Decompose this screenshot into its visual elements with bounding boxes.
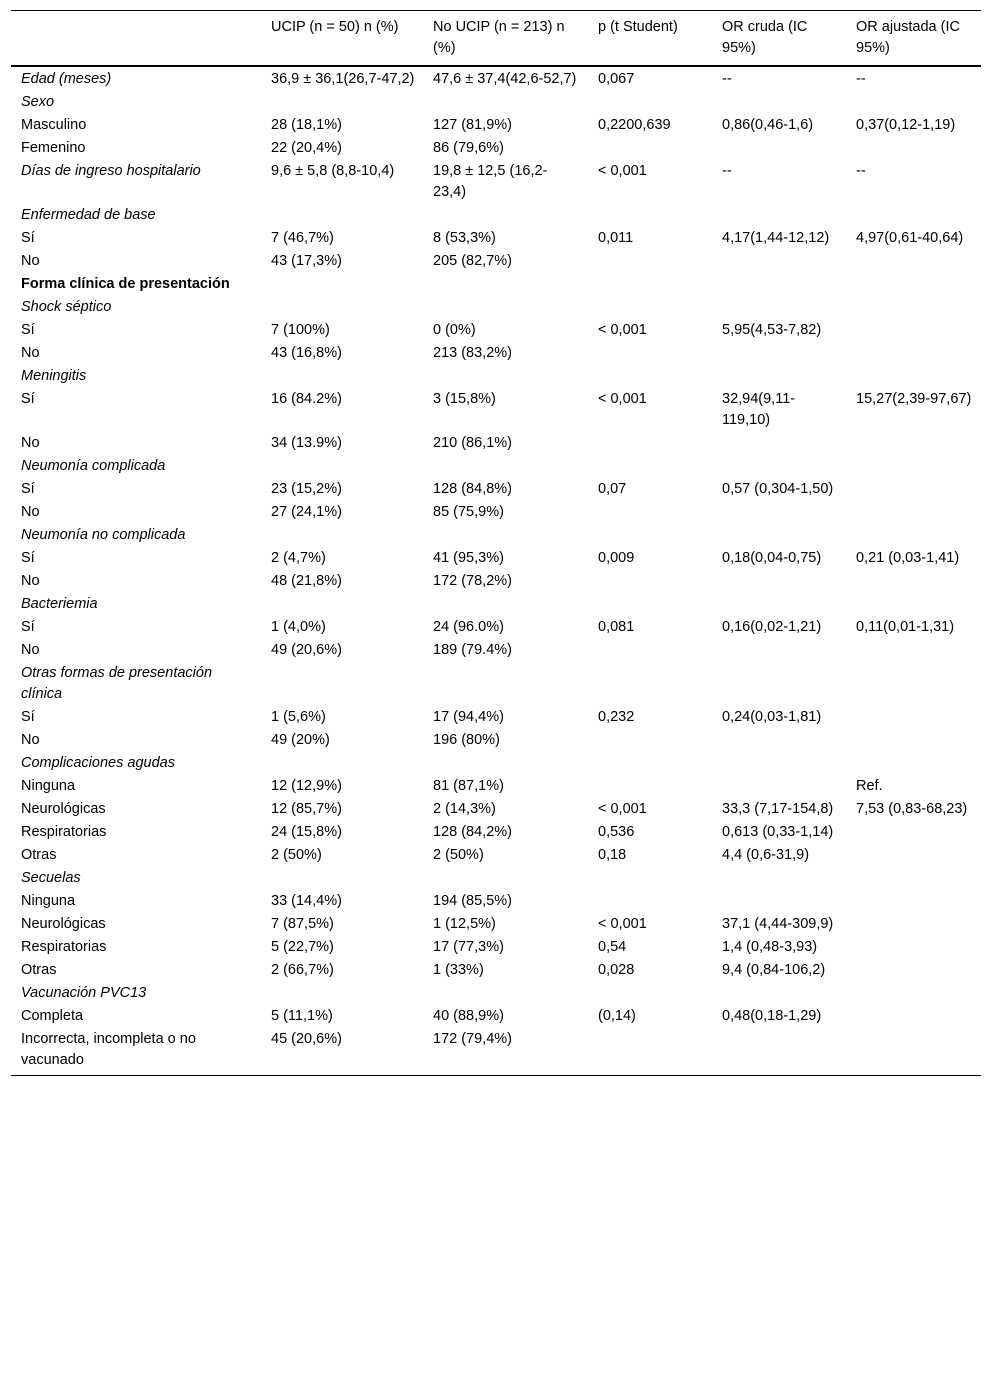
cell-or-crude: 0,18(0,04-0,75) [722,550,822,566]
cell-variable: Otras [21,847,57,863]
table-row [11,936,981,959]
cell-p-value [588,982,712,1005]
table-row [11,913,981,936]
cell-variable: Meningitis [21,368,87,384]
cell-variable: No [21,642,40,658]
cell-ucip: 36,9 ± 36,1(26,7-47,2) [271,71,415,87]
cell-p-value [588,204,712,227]
cell-or-crude: -- [722,163,732,179]
cell-no-ucip: 47,6 ± 37,4(42,6-52,7) [433,71,577,87]
cell-variable: Neurológicas [21,916,106,932]
cell-p-value: 0,18 [598,847,627,863]
cell-or-crude [712,729,846,752]
cell-p-value: 0,067 [598,71,635,87]
table-row [11,250,981,273]
cell-or-adjusted [846,204,981,227]
cell-or-adjusted [846,913,981,936]
cell-or-crude [712,455,846,478]
cell-variable: No [21,732,40,748]
cell-p-value: 0,232 [598,709,635,725]
cell-ucip: 2 (4,7%) [271,550,326,566]
cell-or-crude [712,250,846,273]
table-row [11,273,981,296]
cell-no-ucip: 213 (83,2%) [433,345,512,361]
cell-variable: No [21,504,40,520]
cell-ucip [261,593,423,616]
cell-ucip: 33 (14,4%) [271,893,342,909]
cell-or-adjusted [846,250,981,273]
cell-variable: Complicaciones agudas [21,755,175,771]
table-row [11,706,981,729]
cell-ucip [261,455,423,478]
cell-ucip: 24 (15,8%) [271,824,342,840]
cell-p-value [588,775,712,798]
cell-or-adjusted [846,752,981,775]
cell-variable: No [21,253,40,269]
cell-ucip [261,752,423,775]
cell-no-ucip: 24 (96.0%) [433,619,504,635]
cell-variable: Secuelas [21,870,81,886]
cell-or-crude [712,365,846,388]
cell-variable: Otras [21,962,57,978]
cell-p-value [588,273,712,296]
table-row [11,616,981,639]
cell-or-crude [712,296,846,319]
cell-or-crude [712,639,846,662]
cell-or-crude [712,662,846,706]
table-row [11,296,981,319]
cell-no-ucip [423,982,588,1005]
cell-p-value [588,570,712,593]
cell-no-ucip: 1 (33%) [433,962,484,978]
cell-or-adjusted: 0,37(0,12-1,19) [856,117,956,133]
table-row [11,365,981,388]
table-row [11,342,981,365]
cell-or-adjusted [846,706,981,729]
table-row [11,227,981,250]
cell-variable: Sexo [21,94,55,110]
cell-no-ucip: 81 (87,1%) [433,778,504,794]
cell-no-ucip: 0 (0%) [433,322,476,338]
cell-or-adjusted [846,729,981,752]
table-row [11,844,981,867]
cell-or-adjusted: 7,53 (0,83-68,23) [856,801,968,817]
cell-or-crude: 0,86(0,46-1,6) [722,117,814,133]
cell-or-crude [712,570,846,593]
cell-or-adjusted: 15,27(2,39-97,67) [856,391,972,407]
cell-or-crude: 0,48(0,18-1,29) [722,1008,822,1024]
cell-or-adjusted [846,365,981,388]
cell-no-ucip: 194 (85,5%) [433,893,512,909]
cell-or-adjusted [846,432,981,455]
cell-ucip [261,867,423,890]
cell-or-crude: 33,3 (7,17-154,8) [722,801,834,817]
cell-p-value: (0,14) [598,1008,636,1024]
cell-no-ucip: 17 (94,4%) [433,709,504,725]
cell-or-crude: 4,4 (0,6-31,9) [722,847,810,863]
cell-variable: Forma clínica de presentación [21,276,230,292]
cell-p-value: 0,07 [598,481,627,497]
table-row [11,662,981,706]
cell-no-ucip: 205 (82,7%) [433,253,512,269]
cell-or-adjusted: -- [856,163,866,179]
header-cell-or-crude: OR cruda (IC 95%) [722,19,808,56]
cell-ucip: 28 (18,1%) [271,117,342,133]
header-cell-p-value: p (t Student) [598,19,678,35]
cell-or-adjusted [846,867,981,890]
cell-ucip [261,91,423,114]
table-row [11,204,981,227]
cell-p-value [588,890,712,913]
cell-or-adjusted: 0,11(0,01-1,31) [856,619,955,635]
cell-variable: Edad (meses) [21,71,112,87]
cell-no-ucip: 2 (50%) [433,847,484,863]
table-row [11,91,981,114]
cell-or-crude [712,204,846,227]
cell-no-ucip [423,455,588,478]
cell-no-ucip: 128 (84,2%) [433,824,512,840]
cell-variable: Masculino [21,117,87,133]
cell-p-value: 0,536 [598,824,635,840]
cell-or-crude: 32,94(9,11-119,10) [722,391,796,428]
table-row [11,821,981,844]
cell-or-adjusted [846,296,981,319]
cell-no-ucip: 196 (80%) [433,732,500,748]
cell-ucip: 23 (15,2%) [271,481,342,497]
cell-no-ucip: 85 (75,9%) [433,504,504,520]
cell-p-value: 0,081 [598,619,635,635]
cell-no-ucip [423,273,588,296]
cell-variable: Sí [21,550,35,566]
header-cell-no-ucip: No UCIP (n = 213) n (%) [433,19,565,56]
cell-no-ucip: 19,8 ± 12,5 (16,2-23,4) [433,163,548,200]
cell-no-ucip [423,365,588,388]
table-row [11,752,981,775]
cell-variable: Respiratorias [21,824,107,840]
cell-variable: Sí [21,619,35,635]
cell-p-value: 0,009 [598,550,635,566]
cell-p-value: 0,2200,639 [598,117,671,133]
cell-or-crude: 1,4 (0,48-3,93) [722,939,818,955]
table-row [11,501,981,524]
cell-or-adjusted [846,91,981,114]
cell-variable: Vacunación PVC13 [21,985,147,1001]
cell-or-crude: 37,1 (4,44-309,9) [722,916,834,932]
cell-or-adjusted [846,821,981,844]
cell-no-ucip: 128 (84,8%) [433,481,512,497]
cell-or-adjusted [846,639,981,662]
cell-ucip: 7 (46,7%) [271,230,334,246]
cell-ucip [261,662,423,706]
cell-variable: Femenino [21,140,86,156]
cell-no-ucip: 210 (86,1%) [433,435,512,451]
cell-or-crude [712,867,846,890]
cell-or-crude [712,890,846,913]
cell-or-crude [712,982,846,1005]
cell-no-ucip [423,204,588,227]
cell-or-adjusted: Ref. [856,778,883,794]
cell-ucip: 2 (50%) [271,847,322,863]
cell-no-ucip: 41 (95,3%) [433,550,504,566]
cell-variable: Sí [21,391,35,407]
cell-p-value: 0,011 [598,230,634,246]
cell-variable: Enfermedad de base [21,207,156,223]
cell-or-adjusted: 4,97(0,61-40,64) [856,230,964,246]
cell-no-ucip [423,867,588,890]
table-row [11,1028,981,1076]
cell-p-value [588,296,712,319]
table-row [11,798,981,821]
cell-variable: Sí [21,322,35,338]
cell-variable: No [21,345,40,361]
cell-or-adjusted [846,570,981,593]
cell-or-crude: 0,57 (0,304-1,50) [722,481,834,497]
cell-p-value [588,729,712,752]
table-row [11,114,981,137]
cell-or-crude [712,501,846,524]
cell-ucip: 27 (24,1%) [271,504,342,520]
cell-or-crude: 0,24(0,03-1,81) [722,709,822,725]
cell-variable: Neumonía no complicada [21,527,186,543]
cell-or-crude: 0,613 (0,33-1,14) [722,824,834,840]
cell-p-value [588,867,712,890]
cell-p-value: < 0,001 [598,801,647,817]
cell-ucip [261,204,423,227]
cell-variable: No [21,435,40,451]
table-row [11,890,981,913]
cell-ucip [261,273,423,296]
table-row [11,478,981,501]
cell-p-value: < 0,001 [598,391,647,407]
cell-ucip: 5 (22,7%) [271,939,334,955]
cell-variable: Completa [21,1008,84,1024]
cell-ucip: 48 (21,8%) [271,573,342,589]
cell-ucip: 12 (12,9%) [271,778,342,794]
cell-no-ucip: 127 (81,9%) [433,117,512,133]
cell-variable: Sí [21,709,35,725]
header-row [11,11,981,67]
cell-p-value [588,524,712,547]
cell-or-crude [712,524,846,547]
cell-variable: Ninguna [21,778,76,794]
table-row [11,729,981,752]
cell-or-adjusted [846,593,981,616]
cell-no-ucip: 40 (88,9%) [433,1008,504,1024]
cell-or-adjusted [846,273,981,296]
table-row [11,959,981,982]
cell-or-adjusted [846,890,981,913]
cell-or-crude [712,91,846,114]
header-cell-ucip: UCIP (n = 50) n (%) [271,19,399,35]
cell-variable: No [21,573,40,589]
cell-variable: Neumonía complicada [21,458,166,474]
cell-or-adjusted [846,478,981,501]
cell-p-value [588,91,712,114]
cell-or-crude [712,342,846,365]
cell-no-ucip: 2 (14,3%) [433,801,496,817]
cell-p-value [588,342,712,365]
table-row [11,432,981,455]
cell-ucip: 7 (100%) [271,322,330,338]
table-header [11,11,981,67]
cell-or-crude [712,1028,846,1076]
cell-no-ucip: 17 (77,3%) [433,939,504,955]
cell-p-value: 0,54 [598,939,627,955]
cell-no-ucip: 3 (15,8%) [433,391,496,407]
cell-p-value [588,639,712,662]
table-row [11,570,981,593]
cell-ucip: 12 (85,7%) [271,801,342,817]
cell-or-adjusted [846,524,981,547]
cell-variable: Incorrecta, incompleta o no vacunado [21,1031,196,1068]
cell-variable: Sí [21,230,35,246]
cell-no-ucip: 172 (79,4%) [433,1031,512,1047]
cell-p-value [588,501,712,524]
cell-variable: Otras formas de presentación clínica [21,665,213,702]
cell-or-adjusted [846,982,981,1005]
cell-or-adjusted [846,342,981,365]
cell-or-crude [712,273,846,296]
cell-ucip: 16 (84.2%) [271,391,342,407]
cell-or-adjusted [846,137,981,160]
cell-no-ucip [423,593,588,616]
cell-or-crude: 5,95(4,53-7,82) [722,322,822,338]
cell-no-ucip: 172 (78,2%) [433,573,512,589]
cell-ucip: 9,6 ± 5,8 (8,8-10,4) [271,163,395,179]
cell-p-value: 0,028 [598,962,635,978]
cell-or-crude: 4,17(1,44-12,12) [722,230,830,246]
cell-or-adjusted [846,1005,981,1028]
results-table-container [11,10,981,1076]
cell-variable: Respiratorias [21,939,107,955]
cell-or-crude [712,432,846,455]
table-row [11,137,981,160]
cell-or-crude [712,593,846,616]
cell-no-ucip [423,524,588,547]
cell-or-adjusted [846,319,981,342]
cell-or-adjusted [846,959,981,982]
cell-variable: Shock séptico [21,299,112,315]
cell-p-value: < 0,001 [598,163,647,179]
header-cell-or-adjusted: OR ajustada (IC 95%) [856,19,960,56]
cell-p-value [588,365,712,388]
cell-no-ucip [423,91,588,114]
cell-p-value [588,250,712,273]
cell-p-value [588,662,712,706]
cell-p-value [588,137,712,160]
results-table [11,10,981,1076]
cell-or-adjusted [846,1028,981,1076]
cell-variable: Ninguna [21,893,76,909]
table-row [11,1005,981,1028]
cell-or-adjusted [846,844,981,867]
table-row [11,547,981,570]
cell-p-value [588,593,712,616]
cell-ucip: 5 (11,1%) [271,1008,333,1024]
cell-ucip: 1 (4,0%) [271,619,326,635]
cell-ucip: 49 (20%) [271,732,330,748]
table-row [11,982,981,1005]
cell-or-crude: 9,4 (0,84-106,2) [722,962,826,978]
cell-no-ucip: 189 (79.4%) [433,642,512,658]
cell-ucip: 34 (13.9%) [271,435,342,451]
cell-or-adjusted: 0,21 (0,03-1,41) [856,550,960,566]
header-cell-variable [11,11,261,67]
cell-or-crude: -- [722,71,732,87]
cell-no-ucip: 8 (53,3%) [433,230,496,246]
cell-p-value [588,455,712,478]
cell-variable: Días de ingreso hospitalario [21,163,201,179]
table-body [11,66,981,1076]
table-row [11,388,981,432]
cell-no-ucip: 86 (79,6%) [433,140,504,156]
cell-ucip [261,982,423,1005]
cell-or-adjusted [846,662,981,706]
cell-or-crude [712,137,846,160]
table-row [11,319,981,342]
cell-ucip: 1 (5,6%) [271,709,326,725]
cell-or-crude [712,752,846,775]
table-row [11,639,981,662]
table-row [11,455,981,478]
cell-p-value [588,752,712,775]
cell-ucip: 45 (20,6%) [271,1031,342,1047]
cell-or-adjusted [846,936,981,959]
cell-ucip: 43 (16,8%) [271,345,342,361]
cell-ucip: 43 (17,3%) [271,253,342,269]
cell-p-value [588,1028,712,1076]
table-row [11,867,981,890]
cell-p-value: < 0,001 [598,322,647,338]
cell-ucip: 7 (87,5%) [271,916,334,932]
cell-ucip [261,524,423,547]
cell-or-crude: 0,16(0,02-1,21) [722,619,822,635]
cell-p-value: < 0,001 [598,916,647,932]
cell-variable: Bacteriemia [21,596,98,612]
table-row [11,524,981,547]
cell-or-crude [712,775,846,798]
cell-ucip [261,296,423,319]
cell-variable: Sí [21,481,35,497]
cell-or-adjusted [846,455,981,478]
cell-ucip [261,365,423,388]
table-row [11,160,981,204]
cell-variable: Neurológicas [21,801,106,817]
table-row [11,775,981,798]
cell-no-ucip [423,296,588,319]
cell-no-ucip [423,752,588,775]
cell-ucip: 2 (66,7%) [271,962,334,978]
table-row [11,66,981,91]
cell-no-ucip: 1 (12,5%) [433,916,496,932]
cell-p-value [588,432,712,455]
cell-or-adjusted [846,501,981,524]
cell-no-ucip [423,662,588,706]
cell-or-adjusted: -- [856,71,866,87]
cell-ucip: 22 (20,4%) [271,140,342,156]
table-row [11,593,981,616]
cell-ucip: 49 (20,6%) [271,642,342,658]
